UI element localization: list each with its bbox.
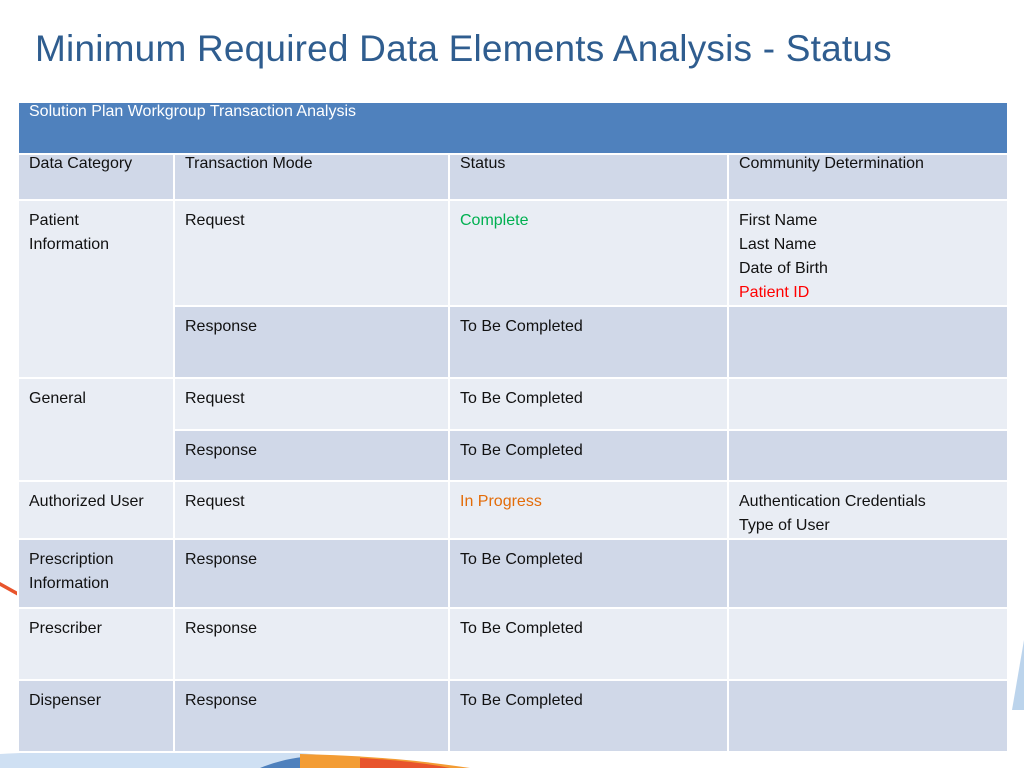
table-caption: Solution Plan Workgroup Transaction Analysis — [18, 102, 1008, 154]
status-cell: In Progress — [449, 481, 728, 539]
category-cell: Prescriber — [18, 608, 174, 680]
mode-cell: Request — [174, 481, 449, 539]
community-cell — [728, 608, 1008, 680]
table-row — [18, 680, 1008, 752]
table-row — [18, 378, 1008, 430]
mode-cell: Request — [174, 378, 449, 430]
community-item: Authentication Credentials — [739, 493, 926, 510]
community-item: Type of User — [739, 517, 830, 534]
community-cell — [728, 680, 1008, 752]
table-row — [18, 608, 1008, 680]
status-cell: To Be Completed — [449, 608, 728, 680]
slide-title: Minimum Required Data Elements Analysis - Status — [35, 28, 892, 69]
mode-cell: Response — [174, 430, 449, 481]
header-transaction-mode: Transaction Mode — [174, 154, 449, 200]
status-cell: Complete — [449, 200, 728, 306]
table-header-row — [18, 154, 1008, 200]
community-cell — [728, 378, 1008, 430]
table-row — [18, 539, 1008, 608]
mode-cell: Response — [174, 680, 449, 752]
header-data-category: Data Category — [18, 154, 174, 200]
community-item: Date of Birth — [739, 260, 828, 277]
category-cell: Patient Information — [18, 200, 174, 378]
community-cell — [728, 430, 1008, 481]
transaction-analysis-table — [17, 101, 1009, 753]
community-item: First Name — [739, 212, 818, 229]
community-cell — [728, 200, 1008, 306]
community-cell — [728, 481, 1008, 539]
community-item: Last Name — [739, 236, 817, 253]
table-row — [18, 481, 1008, 539]
status-cell: To Be Completed — [449, 539, 728, 608]
category-cell: Authorized User — [18, 481, 174, 539]
category-cell: Dispenser — [18, 680, 174, 752]
community-cell — [728, 306, 1008, 378]
table-caption-row — [18, 102, 1008, 154]
status-cell: To Be Completed — [449, 680, 728, 752]
status-cell: To Be Completed — [449, 430, 728, 481]
header-status: Status — [449, 154, 728, 200]
status-cell: To Be Completed — [449, 378, 728, 430]
mode-cell: Response — [174, 306, 449, 378]
mode-cell: Request — [174, 200, 449, 306]
community-item-highlighted: Patient ID — [739, 284, 810, 301]
category-cell: Prescription Information — [18, 539, 174, 608]
status-cell: To Be Completed — [449, 306, 728, 378]
category-cell: General — [18, 378, 174, 481]
community-cell — [728, 539, 1008, 608]
mode-cell: Response — [174, 539, 449, 608]
mode-cell: Response — [174, 608, 449, 680]
header-community-determination: Community Determination — [728, 154, 1008, 200]
table-row — [18, 200, 1008, 306]
decorative-swoosh-left — [0, 582, 18, 596]
